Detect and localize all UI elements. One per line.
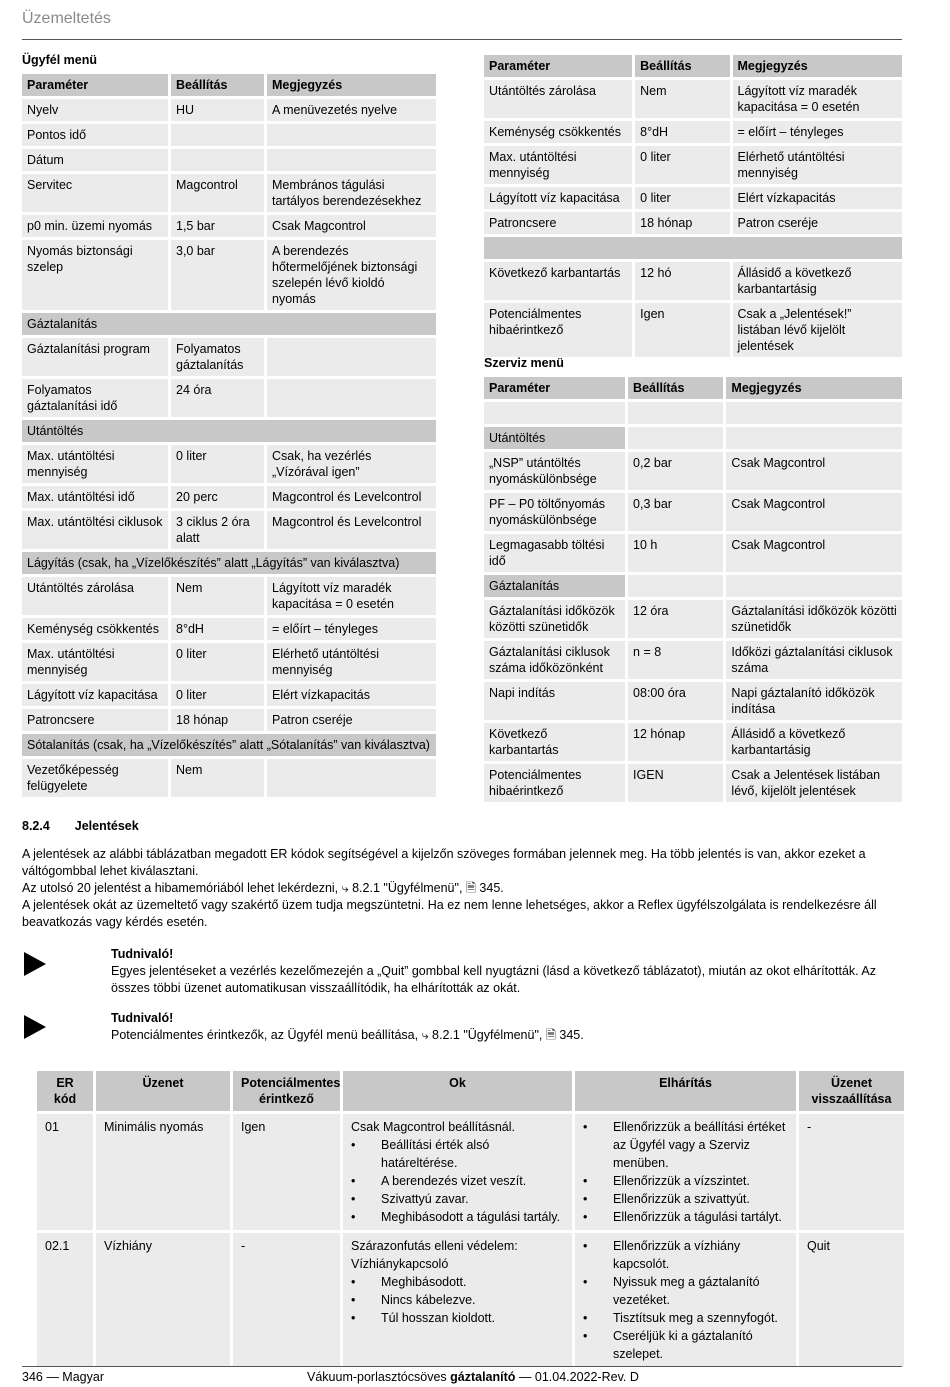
softening-continuation-table: [481, 52, 905, 360]
list-item: • Cseréljük ki a gáztalanító szelepet.: [583, 1327, 788, 1363]
service-menu-row: [484, 723, 902, 761]
list-item: • Szivattyú zavar.: [351, 1190, 564, 1208]
er-contact: -: [233, 1233, 340, 1367]
table-cell: IGEN: [628, 764, 723, 802]
table-cell: Elért vízkapacitás: [267, 684, 436, 706]
table-cell: Csak, ha vezérlés „Vízórával igen”: [267, 445, 436, 483]
table-cell: Elért vízkapacitás: [733, 187, 902, 209]
group-cell: Gáztalanítás: [484, 575, 625, 597]
list-item: • Nyissuk meg a gáztalanító vezetéket.: [583, 1273, 788, 1309]
customer-menu-row: [22, 240, 436, 310]
customer-menu-table-wrap: [22, 71, 439, 800]
list-item: • Túl hosszan kioldott.: [351, 1309, 564, 1327]
table-cell: 12 hó: [635, 262, 729, 300]
table-cell: Csak Magcontrol: [267, 215, 436, 237]
right-top-row: [484, 146, 902, 184]
column-header: Paraméter: [22, 74, 168, 96]
table-cell: Magcontrol és Levelcontrol: [267, 486, 436, 508]
group-cell: [628, 575, 723, 597]
table-cell: Patroncsere: [22, 709, 168, 731]
table-cell: [484, 402, 625, 424]
table-cell: Állásidő a következő karbantartásig: [733, 262, 902, 300]
table-cell: 0 liter: [635, 146, 729, 184]
table-cell: Max. utántöltési idő: [22, 486, 168, 508]
customer-menu-row: [22, 643, 436, 681]
table-cell: 24 óra: [171, 379, 264, 417]
er-message: Vízhiány: [96, 1233, 230, 1367]
customer-menu-row: [22, 379, 436, 417]
group-label: Sótalanítás (csak, ha „Vízelőkészítés” alatt „Sótalanítás” van kiválasztva): [22, 734, 436, 756]
customer-menu-group-row: [22, 313, 436, 335]
column-header: Paraméter: [484, 377, 625, 399]
right-top-row: [484, 212, 902, 234]
service-menu-row: [484, 402, 902, 424]
er-header-row: [37, 1071, 904, 1111]
table-cell: Csak a „Jelentések!” listában lévő kijelölt jelentések: [733, 303, 902, 357]
service-menu-table-wrap: [484, 374, 905, 805]
table-cell: 0 liter: [171, 445, 264, 483]
table-cell: Csak Magcontrol: [726, 452, 902, 490]
footer-document: Vákuum-porlasztócsöves gáztalanító — 01.04.2022-Rev. D: [307, 1370, 639, 1384]
customer-menu-row: [22, 124, 436, 146]
column-header: Paraméter: [484, 55, 632, 77]
footer-page: 346 — Magyar: [22, 1370, 104, 1384]
table-cell: [267, 759, 436, 797]
table-cell: [267, 149, 436, 171]
table-cell: Lágyított víz kapacitása: [22, 684, 168, 706]
service-menu-header-row: [484, 377, 902, 399]
group-cell: Utántöltés: [484, 427, 625, 449]
er-cause: [343, 1114, 572, 1230]
table-cell: Dátum: [22, 149, 168, 171]
table-cell: Következő karbantartás: [484, 723, 625, 761]
table-cell: Állásidő a következő karbantartásig: [726, 723, 902, 761]
table-cell: Max. utántöltési mennyiség: [22, 445, 168, 483]
customer-menu-row: [22, 338, 436, 376]
table-cell: Gáztalanítási időközök közötti szünetidők: [726, 600, 902, 638]
column-header: Üzenet: [96, 1071, 230, 1111]
column-header: Beállítás: [635, 55, 729, 77]
er-row: [37, 1233, 904, 1367]
table-cell: Lágyított víz maradék kapacitása = 0 esetén: [733, 80, 902, 118]
customer-menu-group-row: [22, 734, 436, 756]
er-remedy-list: [583, 1237, 788, 1363]
note-1-text: Egyes jelentéseket a vezérlés kezelőmezején a „Quit” gombbal kell nyugtázni (lásd a következő táblázatot), miután az okot elhárították. Az összes többi üzenet automatikusan visszaállítódik, ha elhárították az okát.: [111, 964, 876, 995]
er-cause-intro: Szárazonfutás elleni védelem: Vízhiánykapcsoló: [351, 1239, 518, 1271]
table-cell: Csak a Jelentések listában lévő, kijelölt jelentések: [726, 764, 902, 802]
service-menu-table: [481, 374, 905, 805]
customer-menu-title: Ügyfél menü: [22, 53, 98, 67]
table-cell: [628, 402, 723, 424]
header-divider: [22, 39, 902, 40]
service-menu-row: [484, 764, 902, 802]
table-cell: Következő karbantartás: [484, 262, 632, 300]
table-cell: Lágyított víz maradék kapacitása = 0 esetén: [267, 577, 436, 615]
table-cell: Membrános tágulási tartályos berendezésekhez: [267, 174, 436, 212]
right-top-row: [484, 262, 902, 300]
table-cell: Legmagasabb töltési idő: [484, 534, 625, 572]
section-heading: [22, 819, 139, 833]
list-item: • Ellenőrizzük a szivattyút.: [583, 1190, 788, 1208]
service-menu-row: [484, 534, 902, 572]
section-number: 8.2.4: [22, 819, 50, 833]
table-cell: 12 hónap: [628, 723, 723, 761]
paragraph-3: A jelentések okát az üzemeltető vagy szakértő üzem tudja megszüntetni. Ha ez nem lenne lehetséges, akkor a Reflex ügyfélszolgálata is rendelkezésre áll beavatkozás vagy kérdés esetén.: [22, 898, 877, 929]
table-cell: n = 8: [628, 641, 723, 679]
list-item: • Nincs kábelezve.: [351, 1291, 564, 1309]
table-cell: [171, 149, 264, 171]
service-menu-title: Szerviz menü: [484, 356, 564, 370]
service-menu-row: [484, 452, 902, 490]
table-cell: Lágyított víz kapacitása: [484, 187, 632, 209]
table-cell: Napi gáztalanító időközök indítása: [726, 682, 902, 720]
group-label: [484, 237, 902, 259]
customer-menu-row: [22, 709, 436, 731]
table-cell: 3 ciklus 2 óra alatt: [171, 511, 264, 549]
er-contact: Igen: [233, 1114, 340, 1230]
table-cell: 3,0 bar: [171, 240, 264, 310]
note-1: [111, 946, 903, 997]
er-reset: -: [799, 1114, 904, 1230]
er-remedy: [575, 1114, 796, 1230]
table-cell: 0 liter: [171, 684, 264, 706]
er-row: [37, 1114, 904, 1230]
table-cell: [267, 338, 436, 376]
table-cell: [267, 379, 436, 417]
group-cell: [726, 427, 902, 449]
table-cell: Potenciálmentes hibaérintkező: [484, 303, 632, 357]
table-cell: „NSP” utántöltés nyomáskülönbsége: [484, 452, 625, 490]
table-cell: Max. utántöltési mennyiség: [22, 643, 168, 681]
right-top-group-row: [484, 237, 902, 259]
table-cell: 18 hónap: [635, 212, 729, 234]
column-header: Elhárítás: [575, 1071, 796, 1111]
customer-menu-row: [22, 445, 436, 483]
table-cell: Igen: [635, 303, 729, 357]
table-cell: 0 liter: [635, 187, 729, 209]
table-cell: A berendezés hőtermelőjének biztonsági szelepén lévő kioldó nyomás: [267, 240, 436, 310]
table-cell: Csak Magcontrol: [726, 534, 902, 572]
table-cell: Időközi gáztalanítási ciklusok száma: [726, 641, 902, 679]
table-cell: Vezetőképesség felügyelete: [22, 759, 168, 797]
customer-menu-row: [22, 577, 436, 615]
list-item: • Beállítási érték alsó határeltérése.: [351, 1136, 564, 1172]
table-cell: 12 óra: [628, 600, 723, 638]
er-code: 01: [37, 1114, 93, 1230]
right-top-row: [484, 303, 902, 357]
column-header: ER kód: [37, 1071, 93, 1111]
table-cell: Magcontrol és Levelcontrol: [267, 511, 436, 549]
table-cell: = előírt – tényleges: [733, 121, 902, 143]
customer-menu-row: [22, 149, 436, 171]
service-menu-row: [484, 682, 902, 720]
service-menu-row: [484, 493, 902, 531]
column-header: Megjegyzés: [267, 74, 436, 96]
column-header: Beállítás: [171, 74, 264, 96]
group-label: Gáztalanítás: [22, 313, 436, 335]
column-header: Megjegyzés: [733, 55, 902, 77]
section-title: Jelentések: [74, 819, 139, 833]
er-message: Minimális nyomás: [96, 1114, 230, 1230]
table-cell: [726, 402, 902, 424]
column-header: Ok: [343, 1071, 572, 1111]
customer-menu-row: [22, 684, 436, 706]
group-label: Utántöltés: [22, 420, 436, 442]
right-top-row: [484, 187, 902, 209]
customer-menu-row: [22, 99, 436, 121]
section-intro: [22, 846, 902, 931]
er-cause-list: [351, 1273, 564, 1327]
service-menu-group-row: [484, 575, 902, 597]
table-cell: Patroncsere: [484, 212, 632, 234]
table-cell: 18 hónap: [171, 709, 264, 731]
er-remedy: [575, 1233, 796, 1367]
table-cell: Nem: [171, 759, 264, 797]
table-cell: 1,5 bar: [171, 215, 264, 237]
table-cell: 0 liter: [171, 643, 264, 681]
customer-menu-row: [22, 618, 436, 640]
list-item: • Ellenőrizzük a tágulási tartályt.: [583, 1208, 788, 1226]
table-cell: Keménység csökkentés: [22, 618, 168, 640]
customer-menu-table: [19, 71, 439, 800]
table-cell: 0,2 bar: [628, 452, 723, 490]
er-table-wrap: [34, 1068, 907, 1370]
right-top-header-row: [484, 55, 902, 77]
table-cell: Max. utántöltési ciklusok: [22, 511, 168, 549]
table-cell: Patron cseréje: [267, 709, 436, 731]
note-arrow-icon: [24, 952, 46, 976]
table-cell: Patron cseréje: [733, 212, 902, 234]
table-cell: = előírt – tényleges: [267, 618, 436, 640]
er-code-table: [34, 1068, 907, 1370]
table-cell: 10 h: [628, 534, 723, 572]
table-cell: Elérhető utántöltési mennyiség: [267, 643, 436, 681]
er-remedy-list: [583, 1118, 788, 1226]
table-cell: 8°dH: [171, 618, 264, 640]
note-2: [111, 1010, 903, 1044]
service-menu-row: [484, 641, 902, 679]
customer-menu-row: [22, 486, 436, 508]
table-cell: Nem: [171, 577, 264, 615]
table-cell: p0 min. üzemi nyomás: [22, 215, 168, 237]
er-cause: [343, 1233, 572, 1367]
table-cell: PF – P0 töltőnyomás nyomáskülönbsége: [484, 493, 625, 531]
er-cause-list: [351, 1136, 564, 1226]
table-cell: Pontos idő: [22, 124, 168, 146]
group-cell: [726, 575, 902, 597]
column-header: Beállítás: [628, 377, 723, 399]
table-cell: Keménység csökkentés: [484, 121, 632, 143]
list-item: • Meghibásodott.: [351, 1273, 564, 1291]
right-top-row: [484, 80, 902, 118]
table-cell: Utántöltés zárolása: [484, 80, 632, 118]
table-cell: Gáztalanítási ciklusok száma időközönként: [484, 641, 625, 679]
table-cell: A menüvezetés nyelve: [267, 99, 436, 121]
right-top-row: [484, 121, 902, 143]
table-cell: 8°dH: [635, 121, 729, 143]
table-cell: Potenciálmentes hibaérintkező: [484, 764, 625, 802]
table-cell: Gáztalanítási program: [22, 338, 168, 376]
service-menu-row: [484, 600, 902, 638]
table-cell: Magcontrol: [171, 174, 264, 212]
table-cell: 08:00 óra: [628, 682, 723, 720]
column-header: Üzenet visszaállítása: [799, 1071, 904, 1111]
list-item: • A berendezés vizet veszít.: [351, 1172, 564, 1190]
note-arrow-icon: [24, 1015, 46, 1039]
customer-menu-header-row: [22, 74, 436, 96]
er-cause-intro: Csak Magcontrol beállításnál.: [351, 1120, 515, 1134]
customer-menu-row: [22, 511, 436, 549]
table-cell: Nyelv: [22, 99, 168, 121]
table-cell: Servitec: [22, 174, 168, 212]
list-item: • Ellenőrizzük a vízszintet.: [583, 1172, 788, 1190]
table-cell: Napi indítás: [484, 682, 625, 720]
customer-menu-group-row: [22, 552, 436, 574]
group-label: Lágyítás (csak, ha „Vízelőkészítés” alatt „Lágyítás” van kiválasztva): [22, 552, 436, 574]
customer-menu-row: [22, 174, 436, 212]
table-cell: Max. utántöltési mennyiség: [484, 146, 632, 184]
note-2-title: Tudnivaló!: [111, 1011, 174, 1025]
column-header: Potenciálmentes érintkező: [233, 1071, 340, 1111]
table-cell: Nyomás biztonsági szelep: [22, 240, 168, 310]
er-code: 02.1: [37, 1233, 93, 1367]
table-cell: Csak Magcontrol: [726, 493, 902, 531]
table-cell: HU: [171, 99, 264, 121]
customer-menu-row: [22, 215, 436, 237]
table-cell: Utántöltés zárolása: [22, 577, 168, 615]
note-2-text[interactable]: Potenciálmentes érintkezők, az Ügyfél menü beállítása, ⤷ 8.2.1 "Ügyfélmenü", 🗎 345.: [111, 1028, 584, 1042]
table-cell: [171, 124, 264, 146]
list-item: • Tisztítsuk meg a szennyfogót.: [583, 1309, 788, 1327]
paragraph-2[interactable]: Az utolsó 20 jelentést a hibamemóriából lehet lekérdezni, ⤷ 8.2.1 "Ügyfélmenü", 🗎 345.: [22, 881, 504, 895]
list-item: • Ellenőrizzük a beállítási értéket az Ügyfél vagy a Szerviz menüben.: [583, 1118, 788, 1172]
table-cell: Folyamatos gáztalanítás: [171, 338, 264, 376]
paragraph-1: A jelentések az alábbi táblázatban megadott ER kódok segítségével a kijelzőn szöveges formában jelennek meg. Ha több jelentés is van, akkor ezeket a váltógombbal lehet kiválasztani.: [22, 847, 866, 878]
page-header-title: Üzemeltetés: [22, 10, 111, 27]
list-item: • Meghibásodott a tágulási tartály.: [351, 1208, 564, 1226]
note-1-title: Tudnivaló!: [111, 947, 174, 961]
column-header: Megjegyzés: [726, 377, 902, 399]
group-cell: [628, 427, 723, 449]
customer-menu-group-row: [22, 420, 436, 442]
right-top-table-wrap: [484, 52, 905, 360]
table-cell: 20 perc: [171, 486, 264, 508]
table-cell: Nem: [635, 80, 729, 118]
table-cell: Gáztalanítási időközök közötti szünetidők: [484, 600, 625, 638]
customer-menu-row: [22, 759, 436, 797]
list-item: • Ellenőrizzük a vízhiány kapcsolót.: [583, 1237, 788, 1273]
er-reset: Quit: [799, 1233, 904, 1367]
table-cell: [267, 124, 436, 146]
table-cell: Elérhető utántöltési mennyiség: [733, 146, 902, 184]
table-cell: 0,3 bar: [628, 493, 723, 531]
footer-divider: [22, 1366, 902, 1367]
service-menu-group-row: [484, 427, 902, 449]
table-cell: Folyamatos gáztalanítási idő: [22, 379, 168, 417]
